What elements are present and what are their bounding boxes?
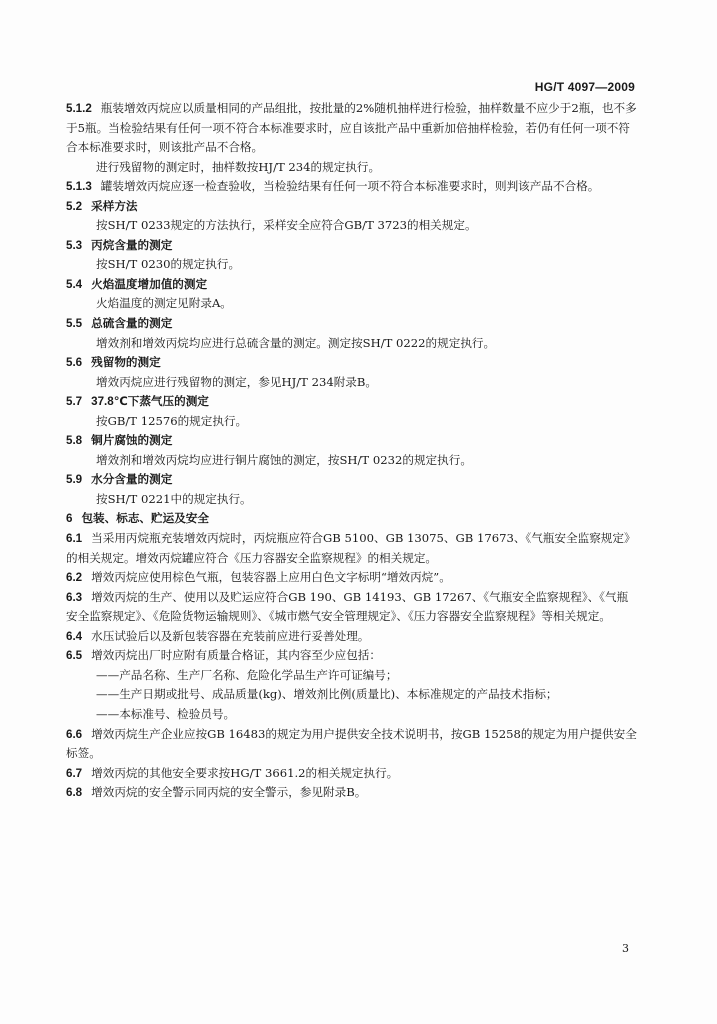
list-item: ——产品名称、生产厂名称、危险化学品生产许可证编号； bbox=[96, 667, 398, 682]
clause-5-9-heading: 5.9 水分含量的测定 bbox=[66, 473, 173, 487]
clause-5-3-heading: 5.3 丙烷含量的测定 bbox=[66, 238, 173, 252]
clause-6-7: 6.7 增效丙烷的其他安全要求按HG/T 3661.2的相关规定执行。 bbox=[66, 765, 399, 780]
clause-5-1-2: 5.1.2 瓶装增效丙烷应以质量相同的产品组批，按批量的2%随机抽样进行检验，抽样数量不应少于2瓶，也不多于5瓶。当检验结果有任何一项不符合本标准要求时，应自该批产品中重新加倍抽样检验，若仍有任何一项不符合本标准要求时，则该批产品不合格。 bbox=[66, 101, 637, 155]
clause-6-4: 6.4 水压试验后以及新包装容器在充装前应进行妥善处理。 bbox=[66, 628, 370, 643]
document-body bbox=[66, 99, 638, 803]
clause-5-1-3: 5.1.3 罐装增效丙烷应逐一检查验收，当检验结果有任何一项不符合本标准要求时，则判该产品不合格。 bbox=[66, 179, 600, 194]
clause-6-8: 6.8 增效丙烷的安全警示同丙烷的安全警示，参见附录B。 bbox=[66, 785, 367, 800]
clause-6-6: 6.6 增效丙烷生产企业应按GB 16483的规定为用户提供安全技术说明书，按GB 15258的规定为用户提供安全标签。 bbox=[66, 726, 637, 761]
clause-5-6-heading: 5.6 残留物的测定 bbox=[66, 356, 161, 370]
clause-5-4-text: 火焰温度的测定见附录A。 bbox=[96, 296, 232, 311]
clause-5-2-text: 按SH/T 0233规定的方法执行，采样安全应符合GB/T 3723的相关规定。 bbox=[96, 218, 477, 233]
clause-6-1: 6.1 当采用丙烷瓶充装增效丙烷时，丙烷瓶应符合GB 5100、GB 13075、GB 17673、《气瓶安全监察规定》的相关规定。增效丙烷罐应符合《压力容器安全监察规程》的相关规定。 bbox=[66, 531, 636, 565]
clause-5-4-heading: 5.4 火焰温度增加值的测定 bbox=[66, 277, 208, 291]
list-item: ——本标准号、检验员号。 bbox=[96, 706, 236, 721]
clause-6-2: 6.2 增效丙烷应使用棕色气瓶，包装容器上应用白色文字标明“增效丙烷”。 bbox=[66, 570, 451, 585]
clause-5-6-text: 增效丙烷应进行残留物的测定，参见HJ/T 234附录B。 bbox=[96, 374, 378, 389]
clause-6-3: 6.3 增效丙烷的生产、使用以及贮运应符合GB 190、GB 14193、GB 17267、《气瓶安全监察规程》、《气瓶安全监察规定》、《危险货物运输规则》、《城市燃气安全管理规定》、《压力容器安全监察规程》等相关规定。 bbox=[66, 589, 629, 624]
clause-5-5-text: 增效剂和增效丙烷均应进行总硫含量的测定。测定按SH/T 0222的规定执行。 bbox=[96, 335, 496, 350]
page-number: 3 bbox=[622, 942, 629, 955]
clause-5-8-text: 增效剂和增效丙烷均应进行铜片腐蚀的测定，按SH/T 0232的规定执行。 bbox=[96, 452, 472, 467]
clause-5-3-text: 按SH/T 0230的规定执行。 bbox=[96, 257, 241, 272]
clause-6-5: 6.5 增效丙烷出厂时应附有质量合格证，其内容至少应包括： bbox=[66, 648, 381, 663]
clause-5-5-heading: 5.5 总硫含量的测定 bbox=[66, 317, 173, 331]
standard-number: HG/T 4097—2009 bbox=[534, 80, 635, 94]
list-item: ——生产日期或批号、成品质量(kg)、增效剂比例(质量比)、本标准规定的产品技术指标； bbox=[96, 687, 558, 702]
clause-5-7-heading: 5.7 37.8℃下蒸气压的测定 bbox=[66, 395, 209, 409]
clause-5-9-text: 按SH/T 0221中的规定执行。 bbox=[96, 491, 252, 506]
paragraph-sampling-residue: 进行残留物的测定时，抽样数按HJ/T 234的规定执行。 bbox=[96, 159, 381, 174]
clause-5-7-text: 按GB/T 12576的规定执行。 bbox=[96, 413, 248, 428]
clause-5-2-heading: 5.2 采样方法 bbox=[66, 199, 138, 213]
clause-5-8-heading: 5.8 铜片腐蚀的测定 bbox=[66, 434, 173, 448]
section-6-heading: 6 包装、标志、贮运及安全 bbox=[66, 512, 209, 526]
